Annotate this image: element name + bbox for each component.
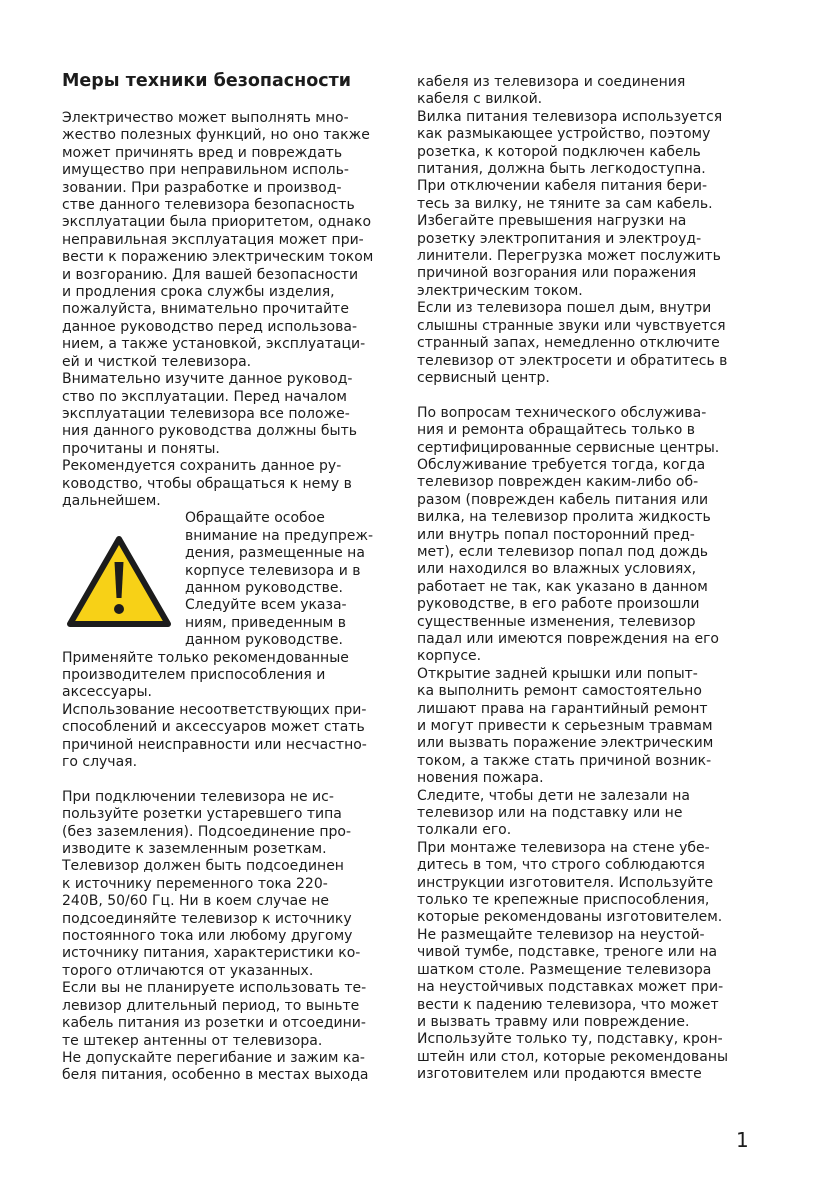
paragraph-study-manual: Внимательно изучите данное руковод- ство по эксплуатации. Перед началом эксплуатации телевизора все положе- ния данного руководства должны быть прочитаны и поняты.	[62, 371, 358, 457]
paragraph-unplug: Если вы не планируете использовать те- левизор длительный период, то выньте кабель питания из розетки и отсоедини- те штекер антенны от телевизора.	[62, 980, 367, 1049]
paragraph-unstable-stand: Не размещайте телевизор на неустой- чивой тумбе, подставке, треноге или на шатком столе. Размещение телевизора на неустойчивых подставках может при- вести к падению телевизора, что может и вызвать травму или повреждение.	[417, 926, 724, 1030]
page-number: 1	[736, 1128, 749, 1152]
paragraph-service-centers: По вопросам технического обслужива- ния и ремонта обращайтесь только в сертифицированные сервисные центры.	[417, 404, 720, 456]
right-column	[417, 74, 752, 1084]
paragraph-recommended-stand: Используйте только ту, подставку, крон- штейн или стол, которые рекомендованы изготовителем или продаются вместе	[417, 1031, 729, 1083]
paragraph-children: Следите, чтобы дети не залезали на телевизор или на подставку или не толкали его.	[417, 787, 690, 839]
section-title: Меры техники безопасности	[62, 71, 352, 91]
paragraph-cable-continued: кабеля из телевизора и соединения кабеля с вилкой.	[417, 74, 686, 108]
spacer	[62, 771, 397, 788]
paragraph-overload: Избегайте превышения нагрузки на розетку электропитания и электроуд- линители. Перегрузка может послужить причиной возгорания или поражения электрическим током.	[417, 213, 721, 299]
warning-text: Обращайте особое внимание на предупреж- дения, размещенные на корпусе телевизора и в данном руководстве. Следуйте всем указа- ниям, приведенным в данном руководстве.	[185, 510, 374, 649]
paragraph-pull-plug: При отключении кабеля питания бери- тесь за вилку, не тяните за сам кабель.	[417, 178, 713, 212]
paragraph-intro: Электричество может выполнять мно- жество полезных функций, но оно также может причинять вред и повреждать имущество при неправильном исполь- зовании. При разработке и производ- стве данного телевизора безопасность эксплуатации была приоритетом, однако неправильная эксплуатация может при- вести к поражению электрическим током и возгоранию. Для вашей безопасности и продления срока службы изделия, пожалуйста, внимательно прочитайте данное руководство перед использова- нием, а также установкой, эксплуатаци- ей и чисткой телевизора.	[62, 110, 374, 370]
paragraph-smoke: Если из телевизора пошел дым, внутри слышны странные звуки или чувствуется странный запах, немедленно отключите телевизор от электросети и обратитесь в сервисный центр.	[417, 300, 728, 386]
paragraph-unsuitable-accessories: Использование несоответствующих при- способлений и аксессуаров может стать причиной неисправности или несчастно- го случая.	[62, 701, 367, 771]
warning-block	[62, 510, 397, 649]
warning-triangle-icon	[64, 532, 174, 632]
spacer	[417, 387, 752, 404]
paragraph-service-required: Обслуживание требуется тогда, когда телевизор поврежден каким-либо об- разом (поврежден кабель питания или вилка, на телевизор пролита жидкость или внутрь попал посторонний пред- мет), если телевизор попал под дождь или находился во влажных условиях, работает не так, как указано в данном руководстве, в его работе произошли существенные изменения, телевизор падал или имеются повреждения на его корпусе.	[417, 456, 719, 665]
left-column	[62, 70, 397, 1085]
paragraph-power-source: Телевизор должен быть подсоединен к источнику переменного тока 220- 240В, 50/60 Гц. Ни в коем случае не подсоединяйте телевизор к источнику постоянного тока или любому другому источнику питания, характеристики ко- торого отличаются от указанных.	[62, 858, 361, 979]
paragraph-grounding: При подключении телевизора не ис- пользуйте розетки устаревшего типа (без заземления). Подсоединение про- изводите к заземленным розеткам.	[62, 788, 352, 858]
paragraph-back-cover: Открытие задней крышки или попыт- ка выполнить ремонт самостоятельно лишают права на гарантийный ремонт и могут привести к серьезным травмам или вызвать поражение электрическим током, а также стать причиной возник- новения пожара.	[417, 665, 714, 787]
paragraph-wall-mount: При монтаже телевизора на стене убе- дитесь в том, что строго соблюдаются инструкции изготовителя. Используйте только те крепежные приспособления, которые рекомендованы изготовителем.	[417, 839, 723, 926]
paragraph-accessories: Применяйте только рекомендованные производителем приспособления и аксессуары.	[62, 649, 349, 701]
paragraph-keep-manual: Рекомендуется сохранить данное ру- ководство, чтобы обращаться к нему в дальнейшем.	[62, 458, 352, 509]
paragraph-cable-bending: Не допускайте перегибание и зажим ка- беля питания, особенно в местах выхода	[62, 1049, 369, 1084]
paragraph-power-plug: Вилка питания телевизора используется как размыкающее устройство, поэтому розетка, к которой подключен кабель питания, должна быть легкодоступна.	[417, 108, 723, 178]
